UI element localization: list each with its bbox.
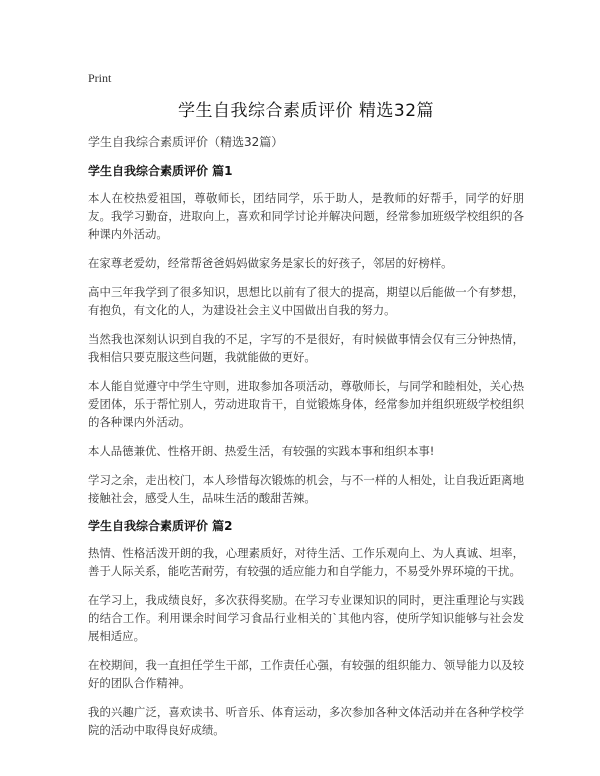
document-subtitle: 学生自我综合素质评价（精选32篇） [88, 135, 284, 149]
paragraph: 当然我也深刻认识到自我的不足，字写的不是很好，有时候做事情会仅有三分钟热情，我相信只要克服这些问题，我就能做的更好。 [88, 332, 524, 364]
paragraph: 热情、性格活泼开朗的我，心理素质好，对待生活、工作乐观向上、为人真诚、坦率，善于人际关系，能吃苦耐劳，有较强的适应能力和自学能力，不易受外界环境的干扰。 [88, 546, 524, 578]
section-1 [88, 163, 524, 507]
section-heading: 学生自我综合素质评价 篇1 [88, 164, 233, 178]
print-label: Print [88, 71, 112, 85]
paragraph: 本人能自觉遵守中学生守则，进取参加各项活动，尊敬师长，与同学和睦相处，关心热爱团体，乐于帮忙别人，劳动进取肯干，自觉锻炼身体，经常参加并组织班级学校组织的各种课内外活动。 [88, 379, 524, 429]
paragraph: 学习之余，走出校门，本人珍惜每次锻炼的机会，与不一样的人相处，让自我近距离地接触社会，感受人生，品味生活的酸甜苦辣。 [88, 473, 524, 505]
document-title: 学生自我综合素质评价 精选32篇 [177, 101, 435, 121]
paragraph: 本人在校热爱祖国，尊敬师长，团结同学，乐于助人，是教师的好帮手，同学的好朋友。我学习勤奋，进取向上，喜欢和同学讨论并解决问题，经常参加班级学校组织的各种课内外活动。 [88, 191, 524, 241]
section-heading: 学生自我综合素质评价 篇2 [88, 519, 233, 533]
paragraph: 在家尊老爱幼，经常帮爸爸妈妈做家务是家长的好孩子，邻居的好榜样。 [88, 256, 453, 270]
paragraph: 高中三年我学到了很多知识，思想比以前有了很大的提高，期望以后能做一个有梦想，有抱负，有文化的人，为建设社会主义中国做出自我的努力。 [88, 285, 524, 317]
paragraph: 我的兴趣广泛，喜欢读书、听音乐、体育运动，多次参加各种文体活动并在各种学校学院的活动中取得良好成绩。 [88, 705, 524, 737]
paragraph: 本人品德兼优、性格开朗、热爱生活，有较强的实践本事和组织本事! [88, 444, 435, 458]
section-2 [88, 518, 524, 739]
paragraph: 在学习上，我成绩良好，多次获得奖励。在学习专业课知识的同时，更注重理论与实践的结合工作。利用课余时间学习食品行业相关的`其他内容，使所学知识能够与社会发展相适应。 [88, 593, 524, 643]
document-page [88, 70, 524, 750]
paragraph: 在校期间，我一直担任学生干部，工作责任心强，有较强的组织能力、领导能力以及较好的团队合作精神。 [88, 658, 524, 690]
